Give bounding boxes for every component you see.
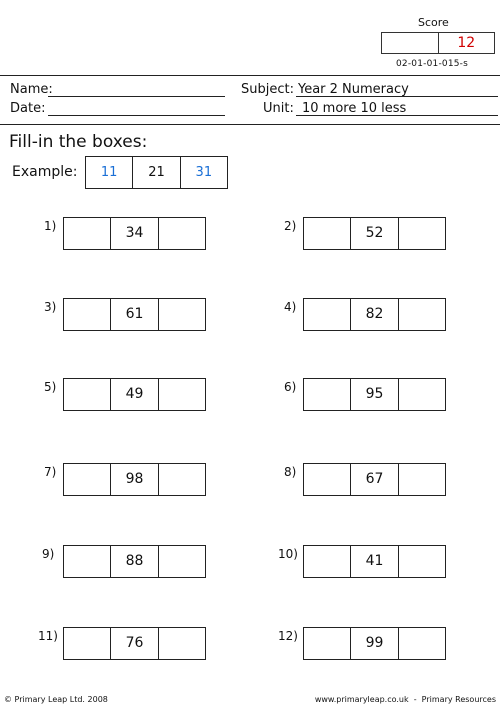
answer-more-box[interactable] (158, 379, 205, 410)
example-given-value: 21 (132, 157, 179, 188)
question-box (303, 463, 446, 496)
question-number: 5) (44, 380, 57, 394)
question-box (63, 627, 206, 660)
subject-line (296, 96, 498, 97)
subject-label: Subject: (241, 82, 294, 97)
score-label: Score (418, 16, 449, 29)
question-box (303, 217, 446, 250)
date-label: Date: (10, 101, 46, 116)
header-rule-top (0, 75, 500, 76)
question-number: 11) (38, 629, 58, 643)
question-value: 52 (350, 218, 397, 249)
question-value: 34 (110, 218, 157, 249)
question-value: 41 (350, 546, 397, 577)
question-box (303, 378, 446, 411)
answer-more-box[interactable] (398, 379, 445, 410)
answer-less-box[interactable] (304, 546, 350, 577)
answer-more-box[interactable] (158, 464, 205, 495)
header-rule-bottom (0, 124, 500, 125)
answer-more-box[interactable] (398, 299, 445, 330)
question-number: 10) (278, 547, 298, 561)
question-number: 3) (44, 300, 57, 314)
worksheet-code: 02-01-01-015-s (396, 59, 469, 69)
unit-value: 10 more 10 less (302, 101, 407, 116)
question-value: 82 (350, 299, 397, 330)
name-field[interactable] (48, 96, 225, 97)
question-value: 61 (110, 299, 157, 330)
question-box (63, 378, 206, 411)
unit-line (296, 115, 498, 116)
question-value: 76 (110, 628, 157, 659)
question-box (63, 545, 206, 578)
question-value: 99 (350, 628, 397, 659)
question-number: 12) (278, 629, 298, 643)
question-number: 9) (42, 547, 55, 561)
question-number: 2) (284, 219, 297, 233)
answer-less-box[interactable] (304, 299, 350, 330)
question-box (63, 463, 206, 496)
question-box (303, 298, 446, 331)
answer-less-box[interactable] (64, 299, 110, 330)
answer-less-box[interactable] (304, 218, 350, 249)
score-box (381, 32, 495, 54)
answer-more-box[interactable] (158, 546, 205, 577)
example-less-value: 11 (100, 165, 118, 180)
question-value: 88 (110, 546, 157, 577)
example-box (85, 156, 228, 189)
example-more-value: 31 (180, 157, 227, 188)
answer-less-box[interactable] (304, 464, 350, 495)
answer-less-box[interactable] (64, 218, 110, 249)
answer-more-box[interactable] (398, 546, 445, 577)
instructions-heading: Fill-in the boxes: (9, 132, 148, 152)
question-value: 49 (110, 379, 157, 410)
answer-more-box[interactable] (158, 628, 205, 659)
question-box (303, 545, 446, 578)
answer-more-box[interactable] (398, 464, 445, 495)
footer-website: www.primaryleap.co.uk - Primary Resources (314, 695, 496, 704)
answer-less-box[interactable] (64, 379, 110, 410)
question-box (63, 217, 206, 250)
answer-more-box[interactable] (158, 299, 205, 330)
question-number: 1) (44, 219, 57, 233)
name-label: Name: (10, 82, 53, 97)
answer-more-box[interactable] (398, 218, 445, 249)
answer-more-box[interactable] (398, 628, 445, 659)
score-value: 12 (438, 33, 495, 53)
question-value: 98 (110, 464, 157, 495)
question-number: 4) (284, 300, 297, 314)
answer-less-box[interactable] (304, 628, 350, 659)
unit-label: Unit: (263, 101, 294, 116)
date-field[interactable] (48, 115, 225, 116)
answer-less-box[interactable] (64, 464, 110, 495)
question-box (303, 627, 446, 660)
answer-less-box[interactable] (64, 628, 110, 659)
question-box (63, 298, 206, 331)
question-number: 8) (284, 465, 297, 479)
question-value: 67 (350, 464, 397, 495)
question-number: 6) (284, 380, 297, 394)
subject-value: Year 2 Numeracy (298, 82, 409, 97)
example-label: Example: (12, 164, 78, 180)
question-number: 7) (44, 465, 57, 479)
answer-less-box[interactable] (304, 379, 350, 410)
answer-less-box[interactable] (64, 546, 110, 577)
answer-more-box[interactable] (158, 218, 205, 249)
footer-copyright: © Primary Leap Ltd. 2008 (4, 695, 108, 704)
score-blank-cell[interactable] (382, 33, 438, 53)
question-value: 95 (350, 379, 397, 410)
